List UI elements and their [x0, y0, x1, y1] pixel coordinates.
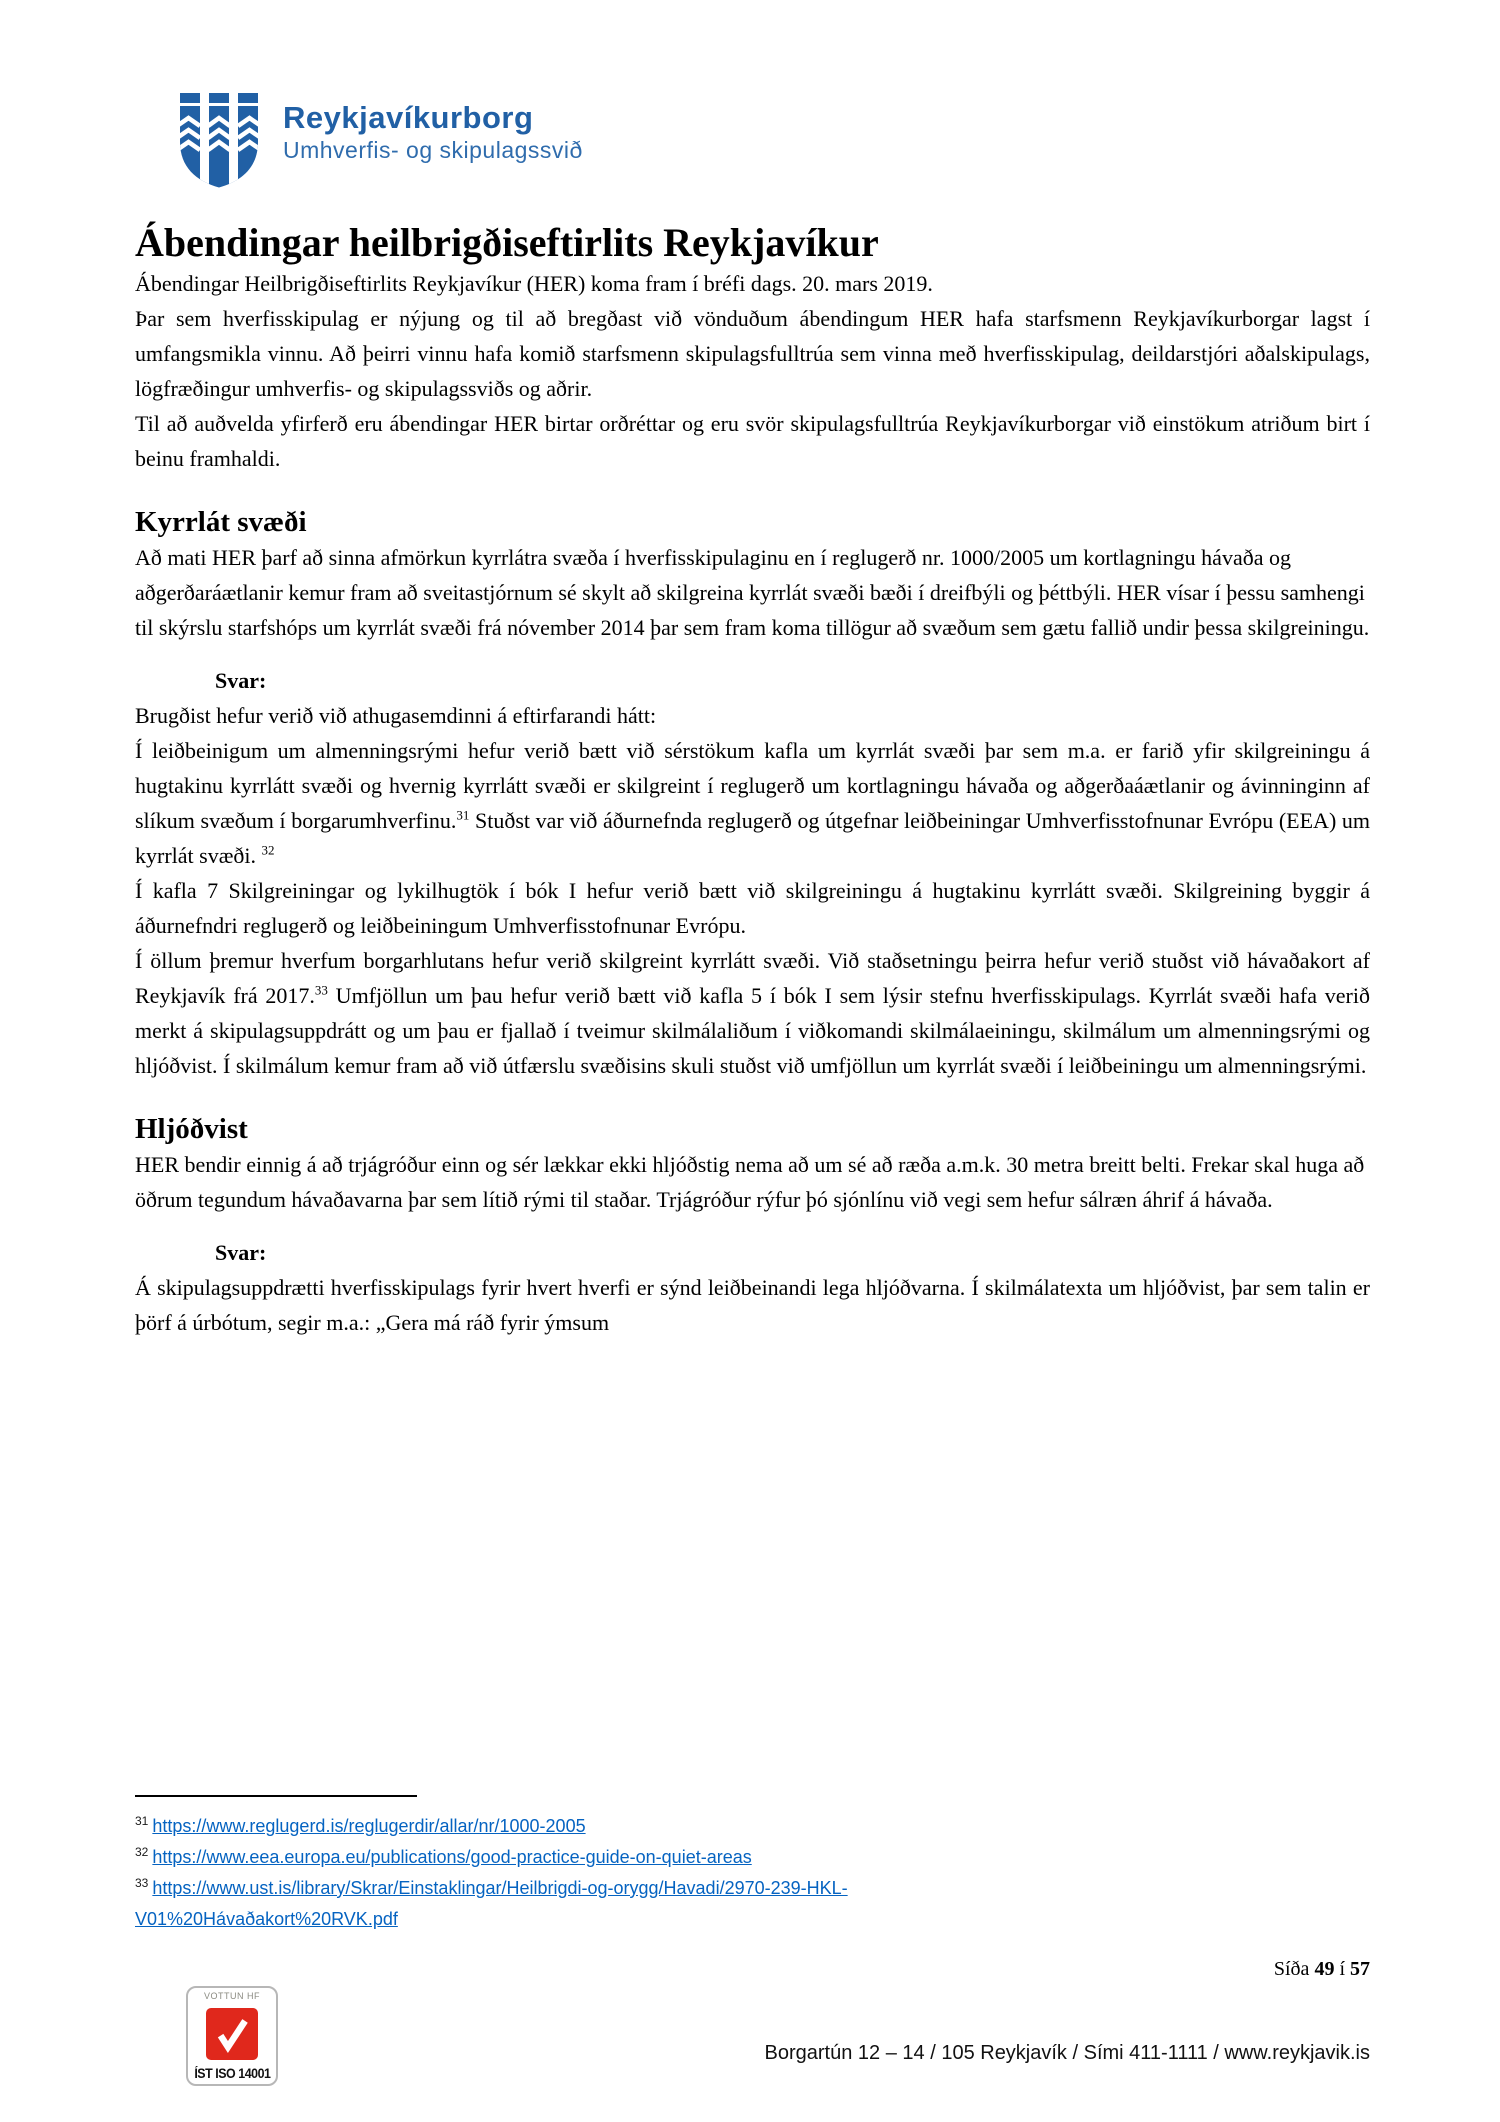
footnote-number: 32	[135, 1845, 149, 1859]
footnote-link-line1: https://www.ust.is/library/Skrar/Einstaklingar/Heilbrigdi-og-orygg/Havadi/2970-239-HKL-	[152, 1878, 848, 1898]
footnote-ref-31: 31	[456, 807, 470, 823]
footnotes-section	[135, 1795, 1370, 1935]
section-heading-hljodvist: Hljóðvist	[135, 1113, 248, 1145]
svar-answer-2: Í kafla 7 Skilgreiningar og lykilhugtök í bók I hefur verið bætt við skilgreiningu á hugtakinu kyrrlátt svæði. Skilgreining byggir á áðurnefndri reglugerð og leiðbeiningum Umhverfisstofnunar Evrópu.	[135, 878, 1370, 938]
footer-address: Borgartún 12 – 14 / 105 Reykjavík / Sími 411-1111 / www.reykjavik.is	[764, 2042, 1370, 2064]
footnote-ref-32: 32	[261, 842, 275, 858]
footnote-33	[135, 1873, 1370, 1935]
footnote-31	[135, 1811, 1370, 1842]
org-department: Umhverfis- og skipulagssvið	[283, 137, 583, 163]
hljodvist-paragraph: HER bendir einnig á að trjágróður einn og sér lækkar ekki hljóðstig nema að um sé að ræða a.m.k. 30 metra breitt belti. Frekar skal huga að öðrum tegundum hávaðavarna þar sem lítið rými til staðar. Trjágróður rýfur þó sjónlínu við vegi sem hefur sálræn áhrif á hávaða.	[135, 1152, 1365, 1212]
footnote-32	[135, 1842, 1370, 1873]
hljodvist-answer: Á skipulagsuppdrætti hverfisskipulags fyrir hvert hverfi er sýnd leiðbeinandi lega hljóðvarna. Í skilmálatexta um hljóðvist, þar sem talin er þörf á úrbótum, segir m.a.: „Gera má ráð fyrir ýmsum	[135, 1275, 1370, 1335]
footnote-separator	[135, 1795, 417, 1797]
iso-certification-badge	[186, 1986, 278, 2086]
page-number	[1274, 1958, 1370, 1981]
svar-intro: Brugðist hefur verið við athugasemdinni á eftirfarandi hátt:	[135, 703, 657, 728]
answer-text: Í öllum þremur hverfum borgarhlutans hefur verið skilgreint kyrrlátt svæði. Við staðsetningu þeirra hefur verið stuðst við hávaðakort af Reykjavík frá 2017.	[135, 948, 1370, 1008]
footnote-number: 33	[135, 1876, 149, 1890]
cert-standard-label: ÍST ISO 14001	[193, 2066, 271, 2081]
footnote-number: 31	[135, 1814, 149, 1828]
answer-text: Stuðst var við áðurnefnda reglugerð og útgefnar leiðbeiningar Umhverfisstofnunar Evrópu (EEA) um kyrrlát svæði.	[135, 808, 1370, 868]
page-number-current: 49	[1314, 1958, 1335, 1980]
intro-paragraph-1: Ábendingar Heilbrigðiseftirlits Reykjavíkur (HER) koma fram í bréfi dags. 20. mars 2019.	[135, 271, 933, 296]
page-number-total: 57	[1350, 1958, 1370, 1980]
footnote-link-line2: V01%20Hávaðakort%20RVK.pdf	[135, 1909, 398, 1929]
footnote-link-ust[interactable]	[135, 1878, 848, 1929]
org-name: Reykjavíkurborg	[283, 100, 534, 135]
svar-answer-1	[135, 733, 1370, 873]
svar-label-hljodvist: Svar:	[215, 1240, 267, 1265]
intro-paragraph-3: Til að auðvelda yfirferð eru ábendingar HER birtar orðréttar og eru svör skipulagsfulltrúa Reykjavíkurborgar við einstökum atriðum birt í beinu framhaldi.	[135, 411, 1370, 471]
checkmark-icon	[206, 2008, 258, 2060]
cert-issuer-label: VOTTUN HF	[204, 1991, 260, 2001]
section-heading-kyrrlat-svaedi: Kyrrlát svæði	[135, 506, 307, 538]
kyrrlat-paragraph: Að mati HER þarf að sinna afmörkun kyrrlátra svæða í hverfisskipulaginu en í reglugerð nr. 1000/2005 um kortlagningu hávaða og aðgerðaráætlanir kemur fram að sveitastjórnum sé skylt að skilgreina kyrrlát svæði bæði í dreifbýli og þéttbýli. HER vísar í þessu samhengi til skýrslu starfshóps um kyrrlát svæði frá nóvember 2014 þar sem fram koma tillögur að svæðum sem gætu fallið undir þessa skilgreiningu.	[135, 545, 1370, 640]
reykjavik-coat-of-arms-icon	[177, 90, 261, 190]
org-header	[135, 70, 1370, 190]
footnote-link-eea[interactable]: https://www.eea.europa.eu/publications/good-practice-guide-on-quiet-areas	[152, 1847, 752, 1867]
page-title: Ábendingar heilbrigðiseftirlits Reykjavíkur	[135, 220, 879, 265]
answer-text: Umfjöllun um þau hefur verið bætt við kafla 5 í bók I sem lýsir stefnu hverfisskipulags. Kyrrlát svæði hafa verið merkt á skipulagsuppdrátt og um þau er fjallað í tveimur skilmálaliðum í viðkomandi skilmálaeiningu, skilmálum um almenningsrými og hljóðvist. Í skilmálum kemur fram að við útfærslu svæðisins skuli stuðst við umfjöllun um kyrrlát svæði í leiðbeiningu um almenningsrými.	[135, 983, 1370, 1078]
svar-label-kyrrlat: Svar:	[215, 668, 267, 693]
svar-answer-3	[135, 943, 1370, 1083]
page-number-separator: í	[1334, 1958, 1350, 1980]
answer-text: Í leiðbeinigum um almenningsrými hefur verið bætt við sérstökum kafla um kyrrlát svæði þar sem m.a. er farið yfir skilgreiningu á hugtakinu kyrrlátt svæði og hvernig kyrrlátt svæði er skilgreint í reglugerð um kortlagningu hávaða og aðgerðaáætlanir og ávinninginn af slíkum svæðum í borgarumhverfinu.	[135, 738, 1370, 833]
page-number-label: Síða	[1273, 1958, 1315, 1980]
intro-paragraph-2: Þar sem hverfisskipulag er nýjung og til að bregðast við vönduðum ábendingum HER hafa starfsmenn Reykjavíkurborgar lagst í umfangsmikla vinnu. Að þeirri vinnu hafa komið starfsmenn skipulagsfulltrúa sem vinna með hverfisskipulag, deildarstjóri aðalskipulags, lögfræðingur umhverfis- og skipulagssviðs og aðrir.	[135, 306, 1370, 401]
footnote-ref-33: 33	[314, 982, 328, 998]
footnote-link-reglugerd[interactable]: https://www.reglugerd.is/reglugerdir/allar/nr/1000-2005	[152, 1816, 586, 1836]
